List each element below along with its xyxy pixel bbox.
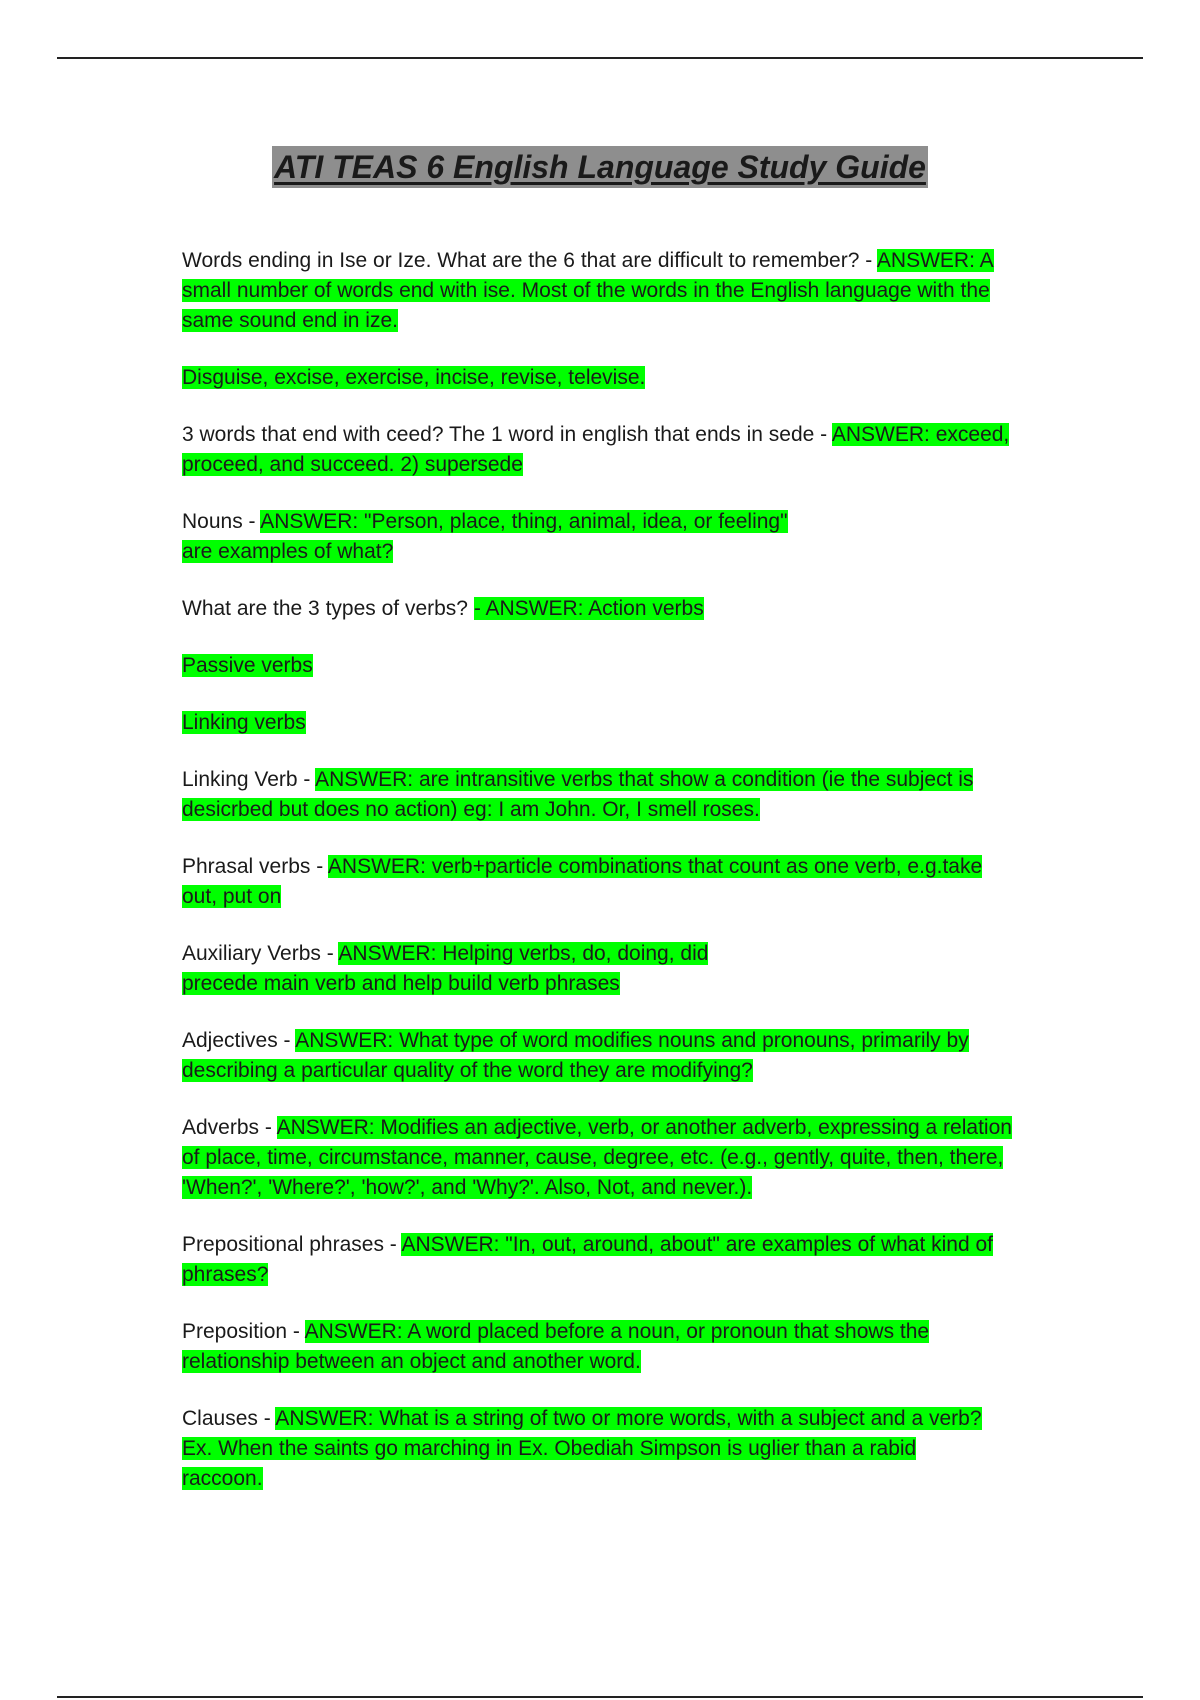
entry-answer: ANSWER: exceed, proceed, and succeed. 2) supersede <box>182 423 1010 476</box>
study-entry <box>182 363 1022 393</box>
study-entry <box>182 1404 1022 1494</box>
entry-answer: ANSWER: What type of word modifies nouns and pronouns, primarily by describing a particular quality of the word they are modifying? <box>182 1029 969 1082</box>
study-entry <box>182 765 1022 825</box>
entry-answer: ANSWER: Helping verbs, do, doing, did <box>338 942 709 965</box>
entry-answer: Ex. When the saints go marching in Ex. Obediah Simpson is uglier than a rabid <box>182 1437 917 1460</box>
entry-term: Clauses - <box>182 1407 271 1430</box>
study-entry <box>182 594 1022 624</box>
entry-term: Adjectives - <box>182 1029 291 1052</box>
footer-rule <box>57 1696 1143 1698</box>
entry-answer: ANSWER: A small number of words end with ise. Most of the words in the English language with the same sound end in ize. <box>182 249 994 332</box>
study-guide-body <box>182 246 1022 1521</box>
study-entry <box>182 246 1022 336</box>
entry-answer: Passive verbs <box>182 654 313 677</box>
entry-answer: precede main verb and help build verb phrases <box>182 972 620 995</box>
entry-answer: Linking verbs <box>182 711 306 734</box>
entry-answer: raccoon. <box>182 1467 263 1490</box>
study-entry <box>182 1113 1022 1203</box>
study-entry <box>182 507 1022 567</box>
study-entry <box>182 651 1022 681</box>
entry-answer: - ANSWER: Action verbs <box>473 597 704 620</box>
entry-term: Prepositional phrases - <box>182 1233 397 1256</box>
study-entry <box>182 1317 1022 1377</box>
entry-answer: ANSWER: verb+particle combinations that count as one verb, e.g.take out, put on <box>182 855 983 908</box>
header-rule <box>57 57 1143 59</box>
entry-term: Nouns - <box>182 510 256 533</box>
entry-answer: Disguise, excise, exercise, incise, revise, televise. <box>182 366 646 389</box>
entry-answer: are examples of what? <box>182 540 394 563</box>
entry-answer: ANSWER: A word placed before a noun, or pronoun that shows the relationship between an object and another word. <box>182 1320 930 1373</box>
entry-answer: ANSWER: "Person, place, thing, animal, idea, or feeling" <box>260 510 788 533</box>
entry-answer: ANSWER: What is a string of two or more words, with a subject and a verb? <box>275 1407 982 1430</box>
entry-term: Adverbs - <box>182 1116 272 1139</box>
entry-term: 3 words that end with ceed? The 1 word in english that ends in sede - <box>182 423 828 446</box>
entry-term: Preposition - <box>182 1320 300 1343</box>
entry-term: Auxiliary Verbs - <box>182 942 334 965</box>
study-entry <box>182 1230 1022 1290</box>
entry-answer: ANSWER: Modifies an adjective, verb, or another adverb, expressing a relation of place, time, circumstance, manner, cause, degree, etc. (e.g., gently, quite, then, there, 'When?', 'Where?', 'how?', and 'Why?'. Also, Not, and never.). <box>182 1116 1012 1199</box>
entry-answer: ANSWER: are intransitive verbs that show a condition (ie the subject is desicrbed but does no action) eg: I am John. Or, I smell roses. <box>182 768 974 821</box>
entry-term: Words ending in Ise or Ize. What are the 6 that are difficult to remember? - <box>182 249 873 272</box>
study-entry <box>182 1026 1022 1086</box>
entry-answer: ANSWER: "In, out, around, about" are examples of what kind of phrases? <box>182 1233 994 1286</box>
study-entry <box>182 939 1022 999</box>
study-entry <box>182 708 1022 738</box>
study-entry <box>182 420 1022 480</box>
study-entry <box>182 852 1022 912</box>
entry-term: Phrasal verbs - <box>182 855 324 878</box>
document-title: ATI TEAS 6 English Language Study Guide <box>272 146 928 188</box>
entry-term: What are the 3 types of verbs? <box>182 597 468 620</box>
entry-term: Linking Verb - <box>182 768 311 791</box>
title-container <box>0 146 1200 188</box>
